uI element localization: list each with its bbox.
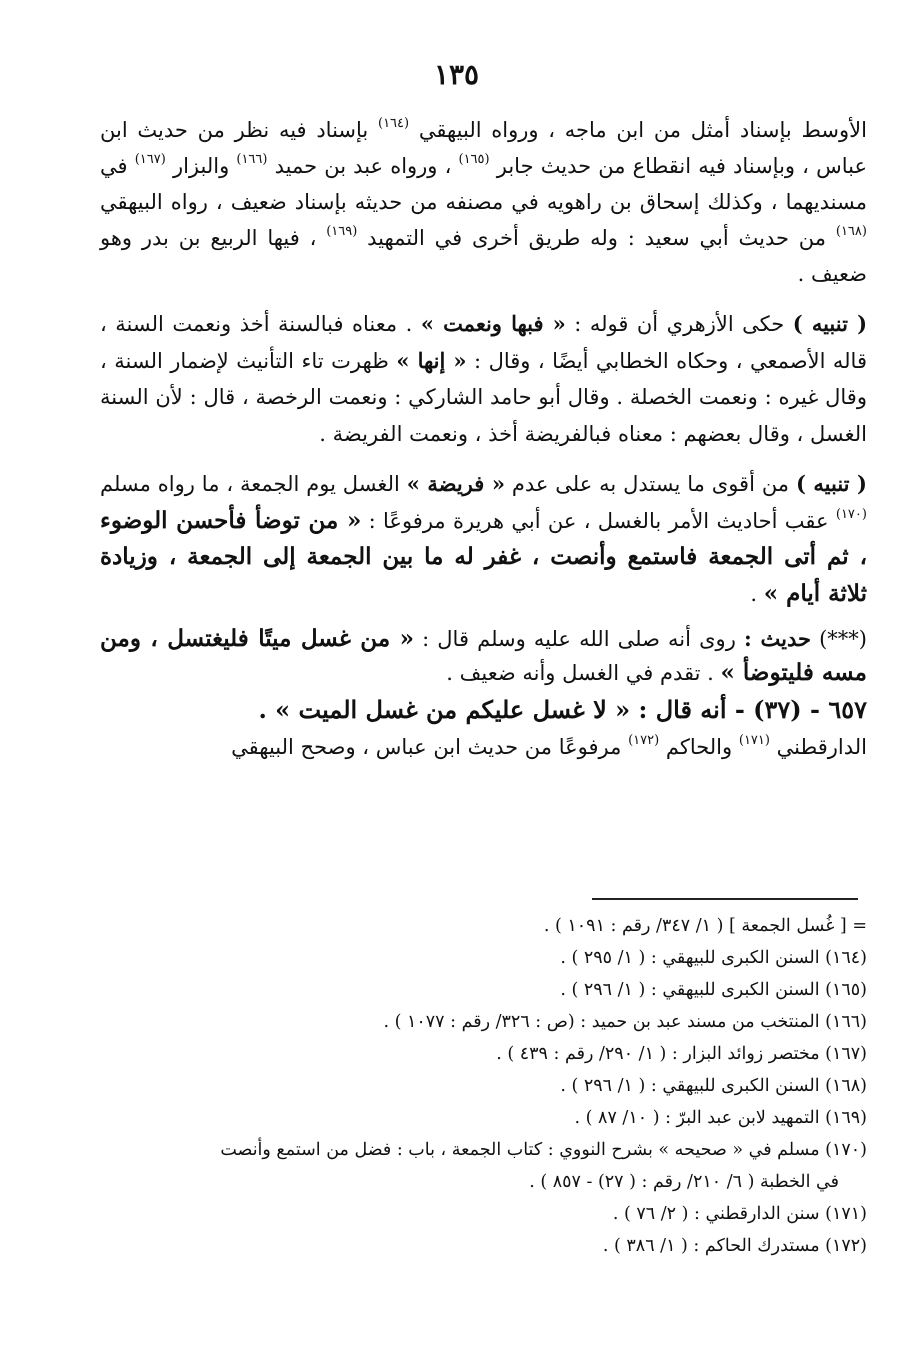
footnote-171: (١٧١) سنن الدارقطني : ( ٢/ ٧٦ ) . — [612, 1204, 867, 1224]
footnote-169: (١٦٩) التمهيد لابن عبد البرّ : ( ١٠/ ٨٧ ) . — [574, 1108, 867, 1128]
footnote-164: (١٦٤) السنن الكبرى للبيهقي : ( ١/ ٢٩٥ ) . — [560, 948, 867, 968]
footnote-168: (١٦٨) السنن الكبرى للبيهقي : ( ١/ ٢٩٦ ) . — [560, 1076, 867, 1096]
hadith-heading: ٦٥٧ - (٣٧) - أنه قال : « لا غسل عليكم من غسل الميت » . — [258, 695, 867, 724]
text-run: ظهرت تاء التأنيث لإضمار السنة ، وقال غيره : ونعمت الخصلة . وقال أبو حامد الشاركي : ونعمت الرخصة ، قال : لأن السنة الغسل ، وقال بعضهم : معناه فبالفريضة أخذ ، ونعمت الفريضة . — [100, 348, 867, 446]
footnote-ref-172: (١٧٢) — [628, 733, 660, 748]
text-run: . تقدم في الغسل وأنه ضعيف . — [446, 661, 714, 685]
quoted-phrase: « إنها » — [396, 347, 467, 373]
text-run: روى أنه صلى الله عليه وسلم قال : — [422, 627, 736, 651]
paragraph-hadith-657 — [100, 692, 867, 765]
footnote-170: (١٧٠) مسلم في « صحيحه » بشرح النووي : كتاب الجمعة ، باب : فضل من استمع وأنصت — [220, 1140, 867, 1160]
text-run: والبزار — [172, 154, 230, 178]
footnotes-section — [100, 910, 867, 1262]
footnote-172: (١٧٢) مستدرك الحاكم : ( ١/ ٣٨٦ ) . — [602, 1236, 867, 1256]
text-run: . معناه فبالسنة أخذ ونعمت السنة ، قاله الأصمعي ، وحكاه الخطابي أيضًا ، وقال : — [100, 312, 867, 373]
text-run: مرفوعًا من حديث ابن عباس ، وصحح البيهقي — [231, 735, 622, 759]
text-run: بإسناد فيه نظر من حديث ابن عباس ، وبإسناد فيه انقطاع من حديث جابر — [100, 118, 867, 178]
text-run: من حديث أبي سعيد : وله طريق أخرى في التمهيد — [367, 226, 827, 250]
text-run: الأوسط بإسناد أمثل من ابن ماجه ، ورواه البيهقي — [418, 118, 867, 142]
hadith-label: حديث : — [743, 626, 811, 651]
hadith-quote: « من غسل ميتًا فليغتسل ، ومن مسه فليتوضأ » — [100, 625, 867, 686]
text-run: عقب أحاديث الأمر بالغسل ، عن أبي هريرة مرفوعًا : — [368, 508, 829, 533]
text-run: والحاكم — [665, 735, 733, 759]
paragraph-note-azhari — [100, 306, 867, 452]
note-label: ( تنبيه ) — [795, 471, 867, 496]
text-run: (***) — [819, 627, 867, 651]
text-run: من أقوى ما يستدل به على عدم — [511, 472, 790, 496]
note-label: ( تنبيه ) — [792, 311, 868, 336]
footnote-170-continued: في الخطبة ( ٦/ ٢١٠/ رقم : ( ٢٧) - ٨٥٧ ) . — [529, 1172, 839, 1192]
footnote-ref-169: (١٦٩) — [326, 224, 358, 239]
footnote-ref-171: (١٧١) — [738, 733, 770, 748]
paragraph-hadith-sources — [100, 112, 867, 292]
text-run: الغسل يوم الجمعة ، ما رواه مسلم — [100, 472, 400, 496]
text-run: في مسنديهما ، وكذلك إسحاق بن راهويه في مصنفه من حديثه بإسناد ضعيف ، رواه البيهقي — [100, 154, 867, 214]
page-number: ١٣٥ — [433, 58, 480, 91]
footnote-165: (١٦٥) السنن الكبرى للبيهقي : ( ١/ ٢٩٦ ) . — [560, 980, 867, 1000]
footnote-166: (١٦٦) المنتخب من مسند عبد بن حميد : (ص : ٣٢٦/ رقم : ١٠٧٧ ) . — [383, 1012, 867, 1032]
text-run: ، ورواه عبد بن حميد — [274, 154, 452, 178]
footnote-ref-170: (١٧٠) — [835, 506, 867, 522]
footnote-separator — [592, 898, 858, 900]
footnote-ref-166: (١٦٦) — [236, 152, 268, 167]
hadith-quote: « من توضأ فأحسن الوضوء ، ثم أتى الجمعة فاستمع وأنصت ، غفر له ما بين الجمعة إلى الجمعة ، وزيادة ثلاثة أيام » — [100, 506, 867, 607]
main-text — [100, 112, 867, 765]
footnote-ref-164: (١٦٤) — [378, 116, 410, 131]
quoted-phrase: « فريضة » — [406, 471, 505, 496]
text-run: ، فيها الربيع بن بدر وهو ضعيف . — [100, 226, 867, 286]
footnote-continuation: = [ غُسل الجمعة ] ( ١/ ٣٤٧/ رقم : ١٠٩١ ) . — [543, 916, 867, 936]
paragraph-note-muslim — [100, 466, 867, 612]
footnote-ref-167: (١٦٧) — [134, 152, 166, 167]
paragraph-hadith-washing-dead — [100, 622, 867, 690]
footnote-ref-168: (١٦٨) — [835, 224, 867, 239]
text-run: الدارقطني — [776, 735, 867, 759]
text-run: حكى الأزهري أن قوله : — [574, 312, 785, 336]
footnote-167: (١٦٧) مختصر زوائد البزار : ( ١/ ٢٩٠/ رقم : ٤٣٩ ) . — [496, 1044, 867, 1064]
footnote-ref-165: (١٦٥) — [458, 152, 490, 167]
text-run: . — [750, 581, 758, 606]
quoted-phrase: « فبها ونعمت » — [420, 311, 566, 336]
